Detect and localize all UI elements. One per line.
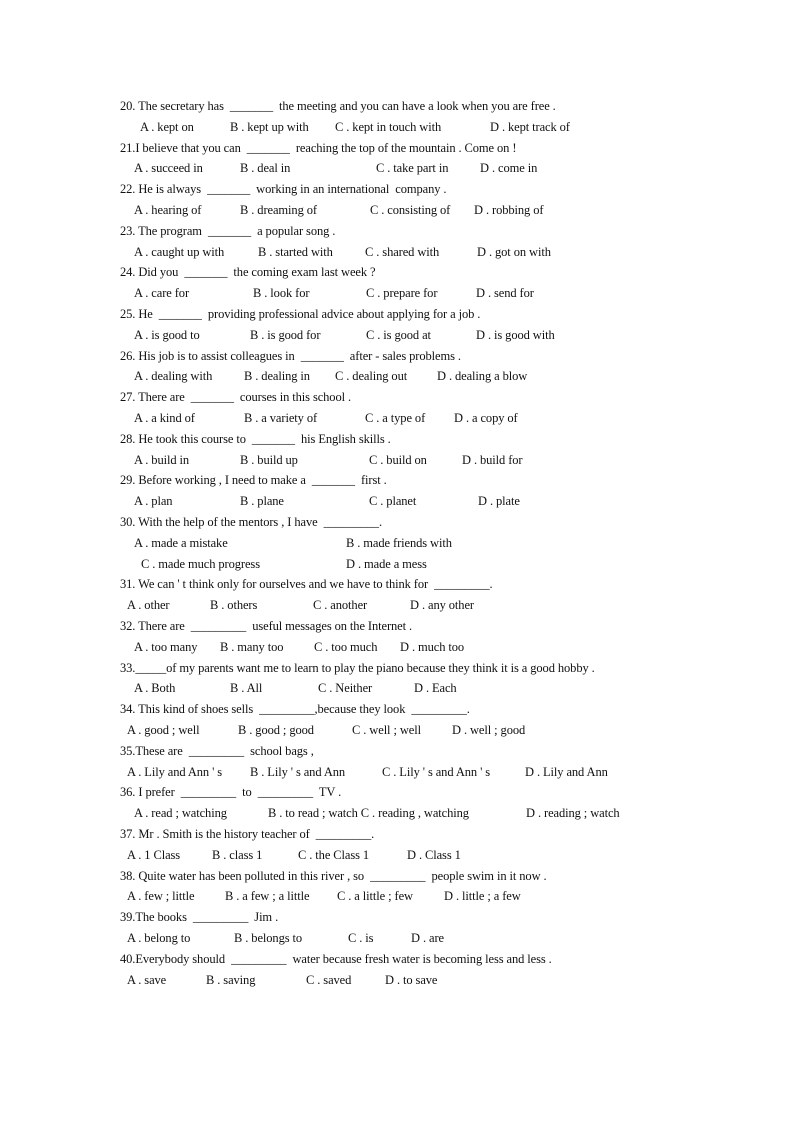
answer-option[interactable]: A . caught up with [134, 244, 225, 259]
answer-option[interactable]: D . kept track of [490, 119, 570, 134]
answer-option[interactable]: B . many too [220, 639, 284, 654]
answer-option[interactable]: C . a little ; few [337, 889, 413, 904]
answer-option[interactable]: D . send for [476, 286, 534, 301]
question-stem: 35.These are _________ school bags , [120, 743, 314, 758]
answer-option[interactable]: B . a variety of [244, 411, 318, 425]
question-stem: 34. This kind of shoes sells _________,because they look _________. [120, 702, 470, 717]
answer-option[interactable]: D . come in [480, 161, 538, 176]
answer-option[interactable]: C . Neither [318, 681, 373, 696]
answer-option[interactable]: C . consisting of [370, 203, 451, 217]
answer-option[interactable]: A . a kind of [134, 411, 195, 425]
answer-option[interactable]: B . build up [240, 452, 298, 467]
answer-option[interactable]: C . dealing out [335, 369, 408, 384]
answer-option[interactable]: A . Lily and Ann ' s [127, 764, 223, 779]
answer-option[interactable]: A . plan [134, 494, 173, 509]
answer-option[interactable]: C . build on [369, 452, 427, 467]
answer-option[interactable]: A . is good to [134, 327, 200, 342]
answer-option[interactable]: A . other [127, 598, 170, 613]
answer-option[interactable]: A . read ; watching [134, 806, 227, 821]
answer-option[interactable]: D . little ; a few [444, 889, 521, 904]
answer-option[interactable]: A . save [127, 972, 167, 987]
answer-option[interactable]: D . robbing of [474, 203, 544, 217]
answer-option[interactable]: A . Both [134, 681, 176, 696]
answer-option[interactable]: B . All [230, 681, 263, 696]
answer-option[interactable]: D . build for [462, 452, 523, 467]
answer-option[interactable]: B . kept up with [230, 119, 309, 134]
answer-option[interactable]: B . deal in [240, 161, 291, 176]
answer-option[interactable]: B . others [210, 598, 258, 613]
answer-option[interactable]: A . too many [134, 639, 198, 654]
question-stem: 28. He took this course to _______ his English skills . [120, 431, 391, 446]
question-stem: 27. There are _______ courses in this school . [120, 390, 352, 405]
answer-option[interactable]: C . well ; well [352, 723, 421, 737]
answer-option[interactable]: D . to save [385, 972, 438, 987]
question-stem: 26. His job is to assist colleagues in _______ after - sales problems . [120, 348, 461, 363]
answer-option[interactable]: C . too much [314, 639, 378, 654]
answer-option[interactable]: C . Lily ' s and Ann ' s [382, 764, 491, 779]
question-stem: 36. I prefer _________ to _________ TV . [120, 785, 342, 800]
answer-option[interactable]: D . plate [478, 494, 520, 509]
answer-option[interactable]: C . a type of [365, 411, 426, 425]
answer-option[interactable]: C . prepare for [366, 286, 438, 301]
answer-option[interactable]: B . to read ; watch C . reading , watching [268, 806, 469, 821]
answer-option[interactable]: A . belong to [127, 931, 191, 945]
answer-option[interactable]: D . are [411, 931, 444, 945]
answer-option[interactable]: A . kept on [140, 119, 194, 134]
question-stem: 22. He is always _______ working in an international company . [120, 182, 447, 197]
answer-option[interactable]: C . the Class 1 [298, 847, 370, 862]
answer-option[interactable]: D . got on with [477, 244, 551, 259]
question-stem: 24. Did you _______ the coming exam last week ? [120, 265, 376, 280]
answer-option[interactable]: C . planet [369, 494, 417, 509]
answer-option[interactable]: D . made a mess [346, 556, 427, 571]
answer-option[interactable]: A . succeed in [134, 161, 203, 176]
question-stem: 30. With the help of the mentors , I have _________. [120, 515, 382, 529]
answer-option[interactable]: D . is good with [476, 327, 555, 342]
answer-option[interactable]: A . care for [134, 286, 190, 301]
question-stem: 23. The program _______ a popular song . [120, 223, 336, 238]
answer-option[interactable]: A . 1 Class [127, 847, 181, 862]
answer-option[interactable]: A . build in [134, 452, 190, 467]
question-stem: 20. The secretary has _______ the meeting and you can have a look when you are free . [120, 99, 556, 113]
answer-option[interactable]: B . plane [240, 494, 284, 509]
answer-option[interactable]: B . a few ; a little [225, 889, 310, 904]
question-stem: 39.The books _________ Jim . [120, 910, 279, 925]
answer-option[interactable]: B . started with [258, 244, 333, 259]
question-stem: 21.I believe that you can _______ reaching the top of the mountain . Come on ! [120, 140, 517, 155]
question-stem: 38. Quite water has been polluted in this river , so _________ people swim in it now . [120, 868, 547, 883]
answer-option[interactable]: D . Class 1 [407, 847, 461, 862]
question-stem: 37. Mr . Smith is the history teacher of _________. [120, 827, 375, 841]
answer-option[interactable]: D . dealing a blow [437, 369, 528, 384]
answer-option[interactable]: B . class 1 [212, 847, 263, 862]
answer-option[interactable]: C . shared with [365, 244, 440, 259]
question-stem: 29. Before working , I need to make a _______ first . [120, 473, 387, 488]
answer-option[interactable]: D . Each [414, 681, 457, 696]
question-stem: 32. There are _________ useful messages on the Internet . [120, 619, 413, 633]
question-stem: 25. He _______ providing professional advice about applying for a job . [120, 307, 481, 321]
answer-option[interactable]: D . a copy of [454, 411, 518, 425]
answer-option[interactable]: C . saved [306, 972, 352, 987]
answer-option[interactable]: D . reading ; watch [526, 806, 620, 821]
answer-option[interactable]: B . saving [206, 972, 256, 987]
answer-option[interactable]: D . any other [410, 598, 474, 613]
answer-option[interactable]: B . belongs to [234, 931, 303, 945]
answer-option[interactable]: A . made a mistake [134, 535, 228, 550]
answer-option[interactable]: B . made friends with [346, 535, 452, 550]
answer-option[interactable]: D . well ; good [452, 723, 526, 737]
answer-option[interactable]: B . dreaming of [240, 203, 317, 217]
answer-option[interactable]: C . made much progress [141, 556, 260, 571]
answer-option[interactable]: C . is good at [366, 327, 431, 342]
question-stem: 31. We can ' t think only for ourselves and we have to think for _________. [120, 577, 493, 592]
answer-option[interactable]: A . hearing of [134, 203, 202, 217]
answer-option[interactable]: D . much too [400, 639, 465, 654]
answer-option[interactable]: A . good ; well [127, 723, 200, 737]
answer-option[interactable]: A . dealing with [134, 369, 213, 384]
answer-option[interactable]: B . look for [253, 286, 310, 301]
answer-option[interactable]: B . dealing in [244, 369, 310, 384]
answer-option[interactable]: C . another [313, 598, 368, 613]
answer-option[interactable]: B . good ; good [238, 723, 314, 737]
answer-option[interactable]: B . is good for [250, 327, 321, 342]
answer-option[interactable]: C . is [348, 931, 374, 945]
answer-option[interactable]: B . Lily ' s and Ann [250, 764, 346, 779]
answer-option[interactable]: D . Lily and Ann [525, 764, 608, 779]
answer-option[interactable]: A . few ; little [127, 889, 195, 904]
answer-option[interactable]: C . kept in touch with [335, 119, 442, 134]
question-stem: 40.Everybody should _________ water because fresh water is becoming less and less . [120, 951, 552, 966]
answer-option[interactable]: C . take part in [376, 161, 449, 176]
question-stem: 33._____of my parents want me to learn to play the piano because they think it is a good hobby . [120, 660, 595, 675]
